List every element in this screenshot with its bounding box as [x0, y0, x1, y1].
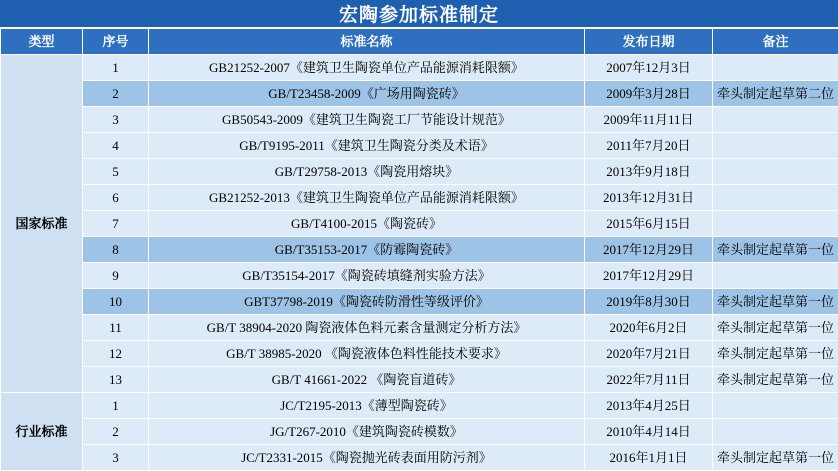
standard-name-cell: GB/T 38985-2020 《陶瓷液体色料性能技术要求》	[149, 341, 585, 367]
index-cell: 2	[83, 81, 149, 107]
remark-cell: 牵头制定起草第一位	[713, 445, 838, 471]
index-cell: 12	[83, 341, 149, 367]
remark-cell	[713, 211, 838, 237]
index-cell: 9	[83, 263, 149, 289]
publish-date-cell: 2007年12月3日	[585, 55, 713, 81]
publish-date-cell: 2020年6月2日	[585, 315, 713, 341]
standard-name-cell: GB/T4100-2015《陶瓷砖》	[149, 211, 585, 237]
standard-name-cell: JC/T2195-2013《薄型陶瓷砖》	[149, 393, 585, 419]
publish-date-cell: 2016年1月1日	[585, 445, 713, 471]
publish-date-cell: 2017年12月29日	[585, 237, 713, 263]
remark-cell	[713, 55, 838, 81]
table-row	[1, 341, 838, 367]
index-cell: 6	[83, 185, 149, 211]
remark-cell: 牵头制定起草第一位	[713, 237, 838, 263]
table-row	[1, 315, 838, 341]
publish-date-cell: 2019年8月30日	[585, 289, 713, 315]
index-cell: 3	[83, 445, 149, 471]
publish-date-cell: 2011年7月20日	[585, 133, 713, 159]
standard-name-cell: GB/T9195-2011《建筑卫生陶瓷分类及术语》	[149, 133, 585, 159]
table-body	[1, 55, 838, 471]
standard-name-cell: GB/T35154-2017《陶瓷砖填缝剂实验方法》	[149, 263, 585, 289]
publish-date-cell: 2009年3月28日	[585, 81, 713, 107]
standard-name-cell: GB/T 41661-2022 《陶瓷盲道砖》	[149, 367, 585, 393]
table-row	[1, 367, 838, 393]
standard-name-cell: JG/T267-2010《建筑陶瓷砖模数》	[149, 419, 585, 445]
remark-cell	[713, 393, 838, 419]
standard-name-cell: GB/T 38904-2020 陶瓷液体色料元素含量测定分析方法》	[149, 315, 585, 341]
standard-name-cell: GB/T23458-2009《广场用陶瓷砖》	[149, 81, 585, 107]
publish-date-cell: 2017年12月29日	[585, 263, 713, 289]
index-cell: 11	[83, 315, 149, 341]
table-row	[1, 263, 838, 289]
publish-date-cell: 2015年6月15日	[585, 211, 713, 237]
publish-date-cell: 2020年7月21日	[585, 341, 713, 367]
remark-cell	[713, 185, 838, 211]
table-row	[1, 237, 838, 263]
standards-table	[0, 28, 838, 471]
table-row	[1, 107, 838, 133]
index-cell: 4	[83, 133, 149, 159]
index-cell: 3	[83, 107, 149, 133]
header-row	[1, 29, 838, 55]
category-cell: 国家标准	[1, 55, 83, 393]
index-cell: 8	[83, 237, 149, 263]
publish-date-cell: 2013年9月18日	[585, 159, 713, 185]
standard-name-cell: GB/T29758-2013《陶瓷用熔块》	[149, 159, 585, 185]
page-title: 宏陶参加标准制定	[0, 0, 838, 28]
category-cell: 行业标准	[1, 393, 83, 471]
table-row	[1, 289, 838, 315]
publish-date-cell: 2022年7月11日	[585, 367, 713, 393]
table-row	[1, 55, 838, 81]
publish-date-cell: 2013年4月25日	[585, 393, 713, 419]
remark-cell: 牵头制定起草第一位	[713, 341, 838, 367]
index-cell: 13	[83, 367, 149, 393]
table-row	[1, 133, 838, 159]
column-header-standard-name: 标准名称	[149, 29, 585, 55]
table-header	[1, 29, 838, 55]
table-row	[1, 445, 838, 471]
remark-cell	[713, 419, 838, 445]
table-row	[1, 159, 838, 185]
remark-cell: 牵头制定起草第二位	[713, 81, 838, 107]
index-cell: 5	[83, 159, 149, 185]
index-cell: 1	[83, 393, 149, 419]
table-row	[1, 419, 838, 445]
table-row	[1, 81, 838, 107]
standard-name-cell: JC/T2331-2015《陶瓷抛光砖表面用防污剂》	[149, 445, 585, 471]
standard-name-cell: GB50543-2009《建筑卫生陶瓷工厂节能设计规范》	[149, 107, 585, 133]
publish-date-cell: 2013年12月31日	[585, 185, 713, 211]
publish-date-cell: 2009年11月11日	[585, 107, 713, 133]
index-cell: 1	[83, 55, 149, 81]
column-header-publish-date: 发布日期	[585, 29, 713, 55]
remark-cell	[713, 133, 838, 159]
standard-name-cell: GB21252-2007《建筑卫生陶瓷单位产品能源消耗限额》	[149, 55, 585, 81]
table-row	[1, 211, 838, 237]
column-header-category: 类型	[1, 29, 83, 55]
standard-name-cell: GB/T35153-2017《防霉陶瓷砖》	[149, 237, 585, 263]
publish-date-cell: 2010年4月14日	[585, 419, 713, 445]
index-cell: 2	[83, 419, 149, 445]
column-header-index: 序号	[83, 29, 149, 55]
index-cell: 10	[83, 289, 149, 315]
standard-name-cell: GBT37798-2019《陶瓷砖防滑性等级评价》	[149, 289, 585, 315]
table-row	[1, 393, 838, 419]
remark-cell: 牵头制定起草第一位	[713, 289, 838, 315]
remark-cell: 牵头制定起草第一位	[713, 315, 838, 341]
remark-cell	[713, 159, 838, 185]
remark-cell	[713, 107, 838, 133]
remark-cell	[713, 263, 838, 289]
index-cell: 7	[83, 211, 149, 237]
table-row	[1, 185, 838, 211]
column-header-remark: 备注	[713, 29, 838, 55]
remark-cell: 牵头制定起草第一位	[713, 367, 838, 393]
standard-name-cell: GB21252-2013《建筑卫生陶瓷单位产品能源消耗限额》	[149, 185, 585, 211]
